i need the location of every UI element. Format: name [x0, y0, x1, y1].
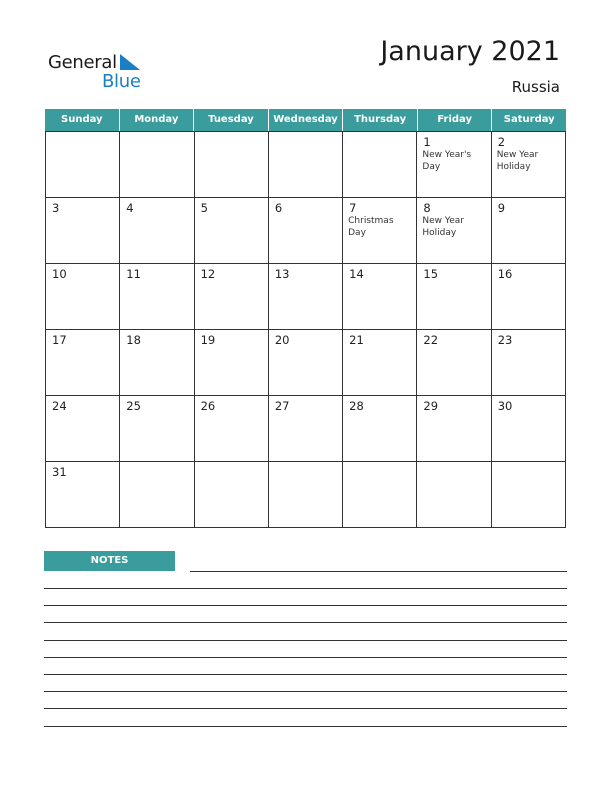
day-cell — [492, 396, 566, 462]
day-number: 21 — [349, 333, 364, 347]
day-number: 22 — [423, 333, 439, 347]
logo-triangle-icon — [120, 54, 140, 70]
day-cell — [343, 396, 417, 462]
note-line — [44, 622, 567, 623]
notes-label: NOTES — [44, 551, 175, 571]
day-number: 13 — [274, 267, 290, 281]
day-cell — [417, 132, 491, 198]
day-cell — [120, 462, 194, 528]
day-cell — [46, 264, 120, 330]
day-cell — [120, 198, 194, 264]
day-number: 14 — [349, 267, 364, 281]
holiday-label: New Year Holiday — [422, 216, 464, 238]
note-line — [44, 657, 567, 658]
day-number: 24 — [52, 399, 67, 413]
day-cell — [417, 330, 491, 396]
weekday-header: Friday — [418, 109, 493, 131]
day-cell — [46, 330, 120, 396]
day-number: 8 — [423, 201, 431, 215]
day-cell — [417, 396, 491, 462]
day-number: 31 — [52, 465, 67, 479]
day-number: 2 — [497, 135, 506, 149]
day-number: 9 — [497, 201, 506, 215]
day-cell — [120, 396, 194, 462]
day-cell — [195, 264, 269, 330]
weekday-header: Sunday — [45, 109, 120, 131]
day-cell — [269, 198, 343, 264]
day-cell — [417, 264, 491, 330]
week-row — [46, 330, 566, 396]
weekday-header: Thursday — [343, 109, 418, 131]
day-cell — [343, 264, 417, 330]
note-line — [44, 708, 567, 709]
logo — [48, 52, 158, 92]
note-line — [44, 726, 567, 727]
day-cell — [343, 462, 417, 528]
day-number: 23 — [497, 333, 513, 347]
holiday-label: Christmas Day — [348, 216, 394, 238]
note-line — [44, 588, 567, 589]
day-cell — [120, 330, 194, 396]
calendar — [45, 109, 566, 528]
day-cell — [195, 330, 269, 396]
week-row — [46, 264, 566, 330]
day-number: 28 — [349, 399, 364, 413]
country-label: Russia — [511, 78, 560, 96]
day-number: 27 — [274, 399, 290, 413]
day-number: 1 — [423, 135, 431, 149]
day-number: 12 — [200, 267, 216, 281]
day-cell — [492, 198, 566, 264]
day-cell — [269, 264, 343, 330]
weekday-header: Wednesday — [269, 109, 344, 131]
day-cell — [46, 462, 120, 528]
logo-word-blue: Blue — [102, 71, 141, 92]
calendar-grid — [45, 131, 566, 528]
day-number: 3 — [52, 201, 60, 215]
day-number: 30 — [497, 399, 513, 413]
day-number: 17 — [52, 333, 67, 347]
day-cell — [343, 198, 417, 264]
day-cell — [120, 264, 194, 330]
day-number: 11 — [126, 267, 141, 281]
day-number: 15 — [423, 267, 439, 281]
page-title: January 2021 — [380, 36, 560, 67]
day-cell — [269, 132, 343, 198]
week-row — [46, 396, 566, 462]
day-number: 29 — [423, 399, 439, 413]
weekday-header-row — [45, 109, 566, 131]
day-number: 25 — [126, 399, 141, 413]
day-number: 19 — [200, 333, 216, 347]
day-number: 7 — [349, 201, 357, 215]
day-cell — [46, 396, 120, 462]
day-cell — [46, 198, 120, 264]
day-number: 18 — [126, 333, 141, 347]
day-cell — [492, 132, 566, 198]
day-cell — [343, 330, 417, 396]
day-cell — [417, 462, 491, 528]
day-number: 20 — [274, 333, 290, 347]
note-line — [44, 640, 567, 641]
day-cell — [343, 132, 417, 198]
day-number: 26 — [200, 399, 216, 413]
day-cell — [120, 132, 194, 198]
day-cell — [195, 198, 269, 264]
day-cell — [195, 396, 269, 462]
day-cell — [492, 330, 566, 396]
day-cell — [492, 264, 566, 330]
day-number: 6 — [274, 201, 283, 215]
day-cell — [195, 132, 269, 198]
day-cell — [46, 132, 120, 198]
week-row — [46, 198, 566, 264]
day-cell — [417, 198, 491, 264]
day-number: 4 — [126, 201, 134, 215]
day-cell — [269, 396, 343, 462]
day-number: 5 — [200, 201, 208, 215]
day-number: 10 — [52, 267, 67, 281]
day-number: 16 — [497, 267, 513, 281]
day-cell — [269, 462, 343, 528]
week-row — [46, 132, 566, 198]
weekday-header: Saturday — [503, 114, 555, 125]
day-cell — [195, 462, 269, 528]
weekday-header: Tuesday — [194, 109, 269, 131]
weekday-header: Monday — [120, 109, 195, 131]
note-line — [44, 674, 567, 675]
holiday-label: New Year Holiday — [496, 150, 539, 172]
week-row — [46, 462, 566, 528]
note-line — [44, 691, 567, 692]
day-cell — [269, 330, 343, 396]
note-line — [190, 571, 567, 572]
logo-word-general: General — [48, 52, 117, 73]
holiday-label: New Year's Day — [422, 150, 472, 172]
day-cell — [492, 462, 566, 528]
note-line — [44, 605, 567, 606]
